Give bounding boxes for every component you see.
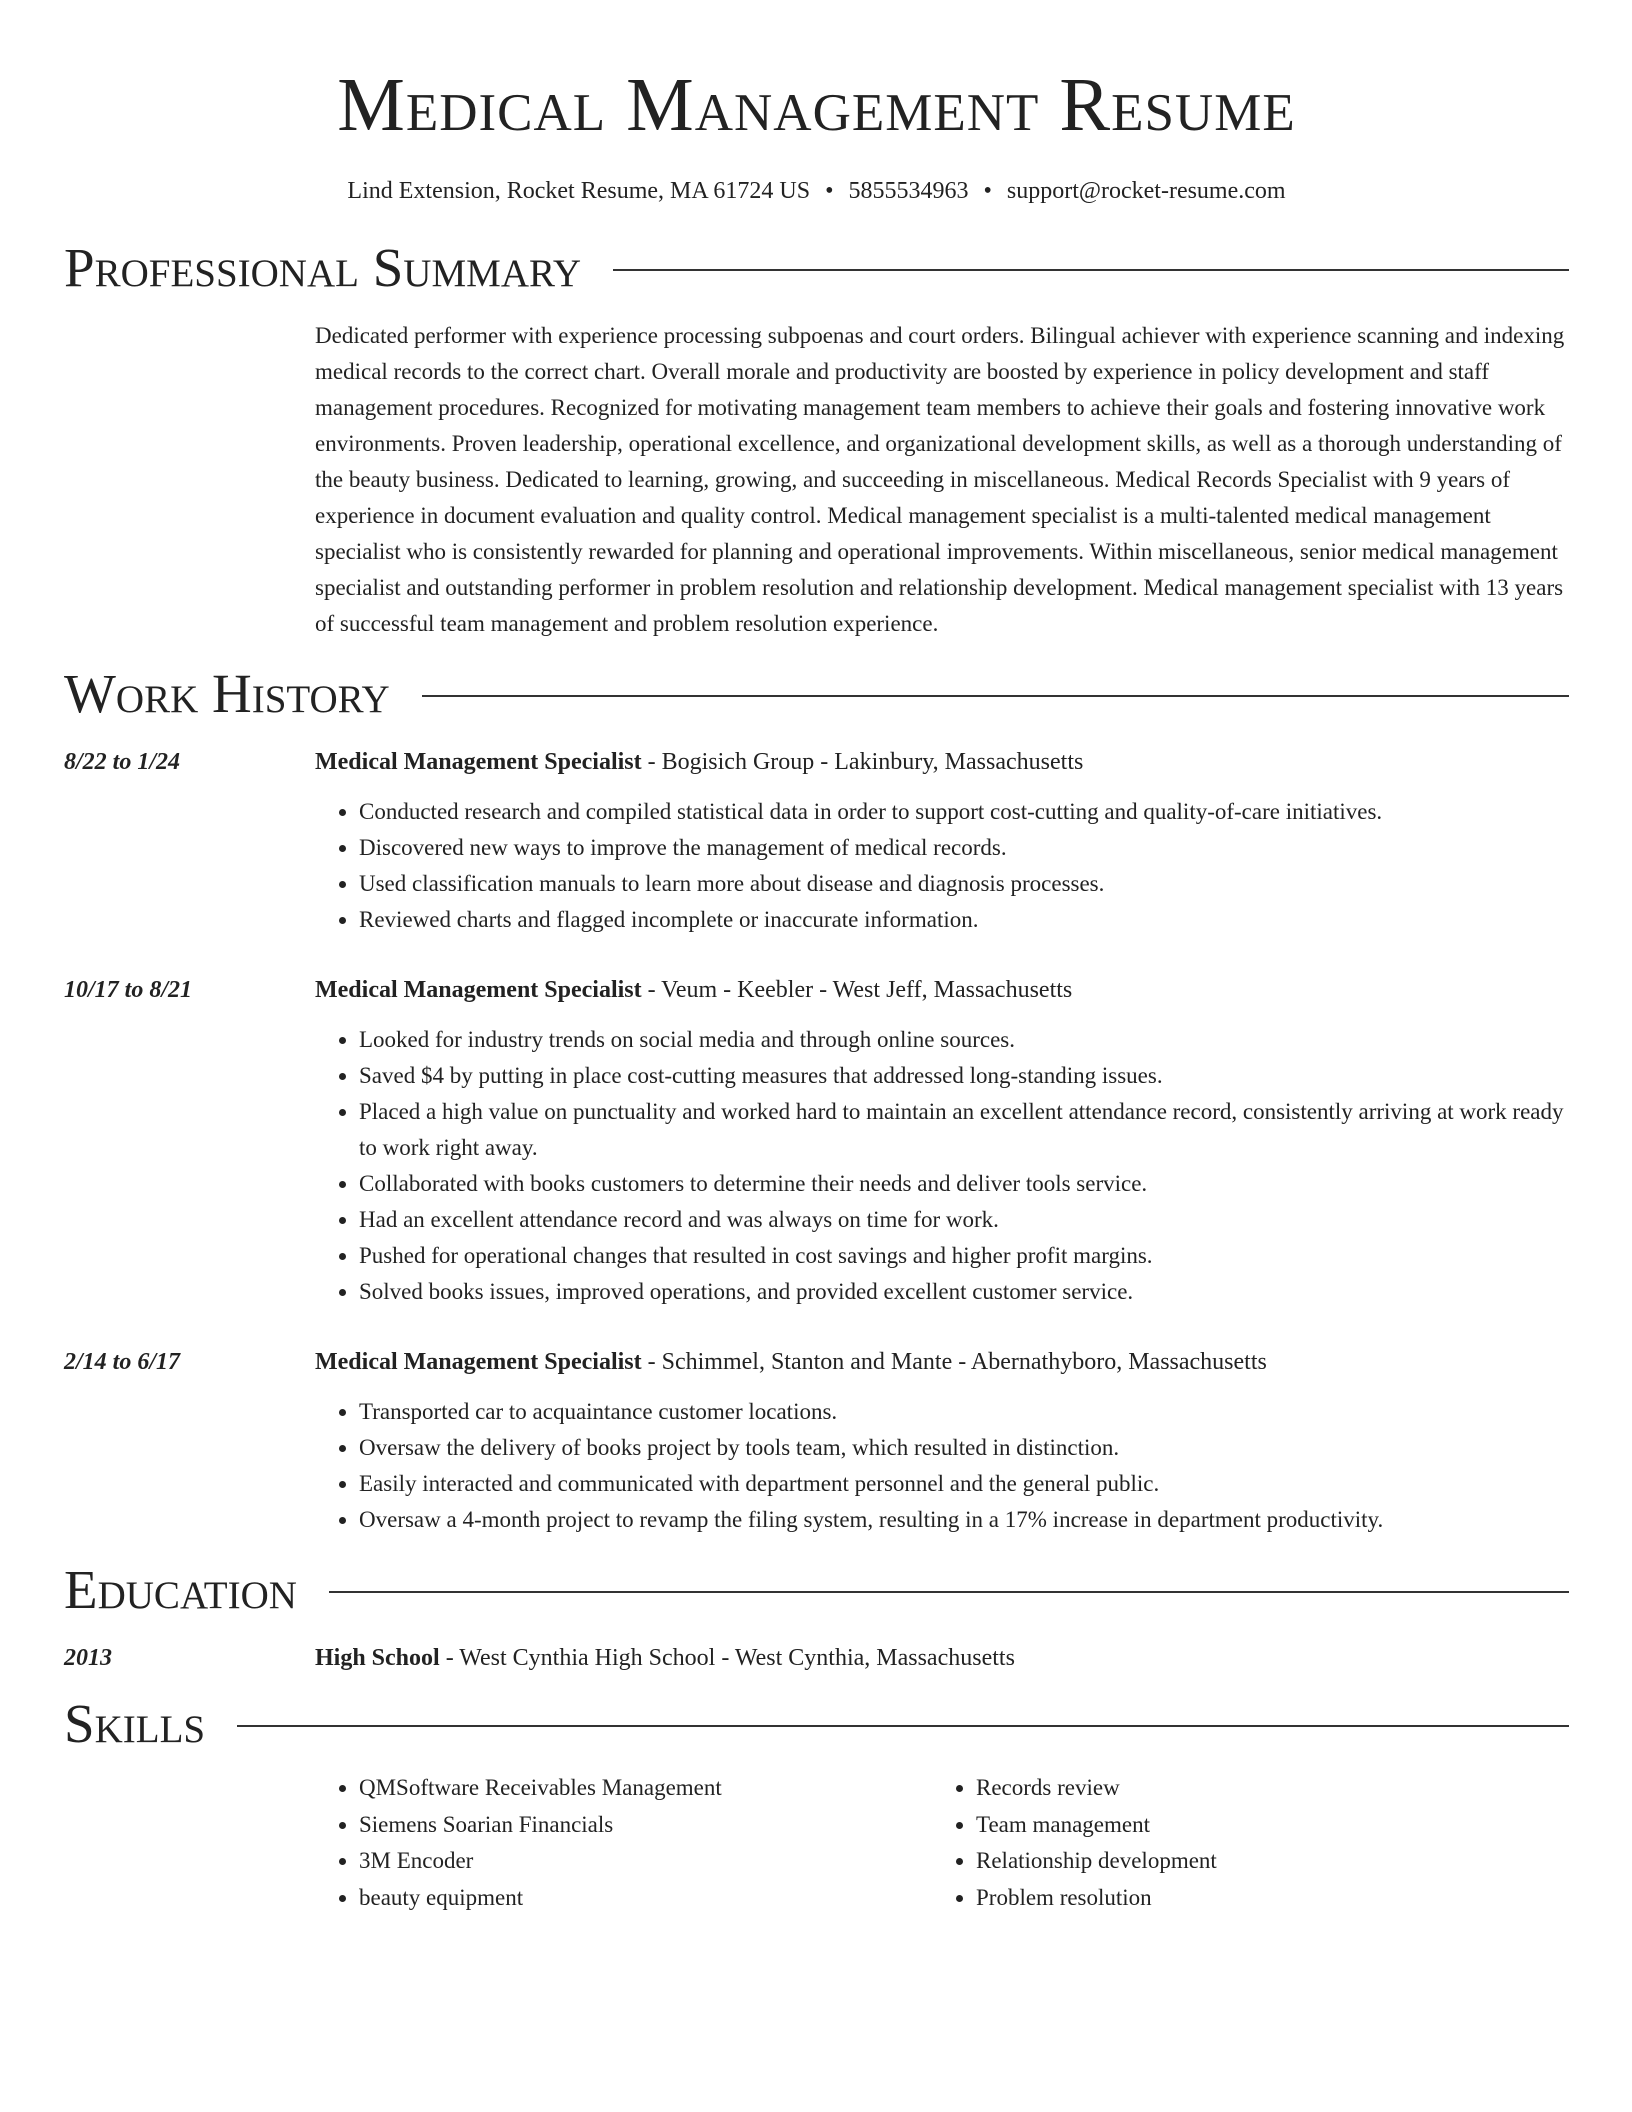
skill-item: • Records review — [976, 1770, 1549, 1807]
section-divider — [329, 1591, 1569, 1593]
job-entry — [64, 1344, 1569, 1538]
education-section-header — [64, 1560, 1569, 1620]
summary-section-header — [64, 238, 1569, 298]
job-employer: - Bogisich Group - Lakinbury, Massachusetts — [641, 749, 1084, 775]
job-bullet: • Looked for industry trends on social media and through online sources. — [359, 1022, 1569, 1058]
job-info — [315, 1344, 1569, 1380]
education-entry — [64, 1640, 1569, 1676]
job-bullet: • Oversaw a 4-month project to revamp the filing system, resulting in a 17% increase in department productivity. — [359, 1502, 1569, 1538]
section-divider — [613, 269, 1569, 271]
education-year: 2013 — [64, 1645, 112, 1671]
job-title: Medical Management Specialist — [315, 977, 642, 1003]
job-bullet: • Solved books issues, improved operations, and provided excellent customer service. — [359, 1274, 1569, 1310]
job-bullet: • Collaborated with books customers to determine their needs and deliver tools service. — [359, 1166, 1569, 1202]
job-bullet: • Placed a high value on punctuality and worked hard to maintain an excellent attendance record, consistently arriving at work ready to work right away. — [359, 1094, 1569, 1166]
work-history-heading: Work History — [64, 663, 390, 724]
skill-item: • Relationship development — [976, 1843, 1549, 1880]
job-info — [315, 744, 1569, 780]
summary-heading: Professional Summary — [64, 237, 582, 298]
skills-column-right — [932, 1770, 1549, 1916]
skill-item: • Problem resolution — [976, 1880, 1549, 1917]
skills-column-left — [315, 1770, 932, 1916]
skills-list — [315, 1770, 1569, 1916]
job-bullet: • Conducted research and compiled statistical data in order to support cost-cutting and quality-of-care initiatives. — [359, 794, 1569, 830]
education-school: - West Cynthia High School - West Cynthia, Massachusetts — [439, 1645, 1015, 1671]
job-header — [64, 1344, 1569, 1380]
job-employer: - Veum - Keebler - West Jeff, Massachusetts — [641, 977, 1073, 1003]
job-dates: 8/22 to 1/24 — [64, 749, 181, 775]
job-bullet: • Oversaw the delivery of books project by tools team, which resulted in distinction. — [359, 1430, 1569, 1466]
contact-separator: • — [825, 178, 834, 204]
skill-item: • 3M Encoder — [359, 1843, 932, 1880]
job-bullets — [315, 794, 1569, 938]
skill-item: • QMSoftware Receivables Management — [359, 1770, 932, 1807]
job-bullet: • Used classification manuals to learn more about disease and diagnosis processes. — [359, 866, 1569, 902]
skills-heading: Skills — [64, 1693, 206, 1754]
contact-phone: 5855534963 — [848, 178, 969, 204]
section-divider — [422, 695, 1569, 697]
job-bullet: • Had an excellent attendance record and was always on time for work. — [359, 1202, 1569, 1238]
job-bullet: • Easily interacted and communicated with department personnel and the general public. — [359, 1466, 1569, 1502]
job-bullet: • Pushed for operational changes that resulted in cost savings and higher profit margins. — [359, 1238, 1569, 1274]
education-degree: High School — [315, 1645, 440, 1671]
job-employer: - Schimmel, Stanton and Mante - Abernathyboro, Massachusetts — [641, 1349, 1267, 1375]
education-heading: Education — [64, 1559, 297, 1620]
contact-email: support@rocket-resume.com — [1006, 178, 1286, 204]
job-bullet: • Reviewed charts and flagged incomplete or inaccurate information. — [359, 902, 1569, 938]
skill-item: • Siemens Soarian Financials — [359, 1807, 932, 1844]
skills-section-header — [64, 1694, 1569, 1754]
contact-address: Lind Extension, Rocket Resume, MA 61724 US — [347, 178, 811, 204]
summary-text: Dedicated performer with experience processing subpoenas and court orders. Bilingual achiever with experience scanning and indexing medical records to the correct chart. Overall morale and productivity are boosted by experience in policy development and staff management procedures. Recognized for motivating management team members to achieve their goals and fostering innovative work environments. Proven leadership, operational excellence, and organizational development skills, as well as a thorough understanding of the beauty business. Dedicated to learning, growing, and succeeding in miscellaneous. Medical Records Specialist with 9 years of experience in document evaluation and quality control. Medical management specialist is a multi-talented medical management specialist who is consistently rewarded for planning and operational improvements. Within miscellaneous, senior medical management specialist and outstanding performer in problem resolution and relationship development. Medical management specialist with 13 years of successful team management and problem resolution experience. — [315, 323, 1565, 636]
job-bullets — [315, 1394, 1569, 1538]
education-info — [315, 1640, 1569, 1676]
skill-item: • Team management — [976, 1807, 1549, 1844]
resume-page — [64, 0, 1569, 1916]
job-bullet: • Saved $4 by putting in place cost-cutting measures that addressed long-standing issues. — [359, 1058, 1569, 1094]
job-info — [315, 972, 1569, 1008]
job-header — [64, 744, 1569, 780]
job-title: Medical Management Specialist — [315, 749, 642, 775]
section-divider — [237, 1725, 1569, 1727]
skill-item: • beauty equipment — [359, 1880, 932, 1917]
work-history-section-header — [64, 664, 1569, 724]
job-bullet: • Transported car to acquaintance customer locations. — [359, 1394, 1569, 1430]
job-dates: 10/17 to 8/21 — [64, 977, 193, 1003]
resume-title: Medical Management Resume — [337, 63, 1296, 147]
job-entry — [64, 744, 1569, 938]
job-entry — [64, 972, 1569, 1310]
job-bullets — [315, 1022, 1569, 1310]
job-dates: 2/14 to 6/17 — [64, 1349, 181, 1375]
contact-line — [64, 176, 1569, 206]
job-title: Medical Management Specialist — [315, 1349, 642, 1375]
job-header — [64, 972, 1569, 1008]
contact-separator: • — [983, 178, 992, 204]
job-bullet: • Discovered new ways to improve the management of medical records. — [359, 830, 1569, 866]
